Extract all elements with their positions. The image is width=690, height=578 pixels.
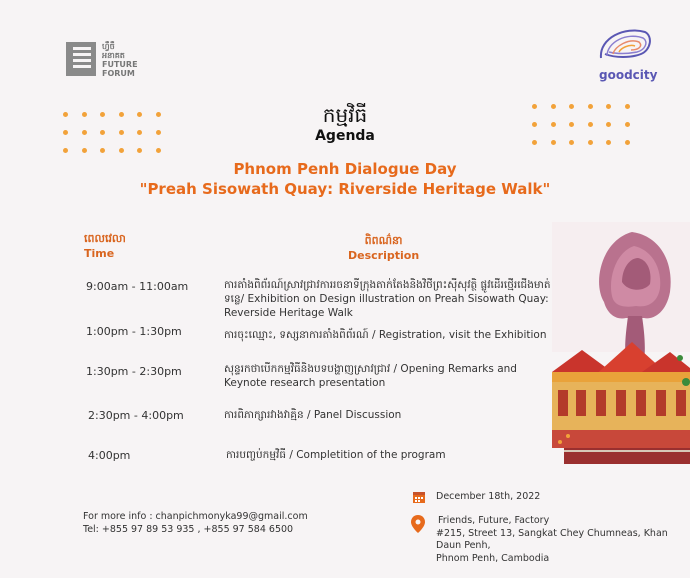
goodcity-logo [595, 24, 658, 82]
venue-address: Daun Penh, [436, 540, 491, 551]
calendar-icon [412, 489, 426, 508]
description-column-header [348, 233, 419, 263]
schedule-time: 2:30pm - 4:00pm [88, 409, 184, 422]
location-pin-icon [411, 515, 425, 537]
schedule-time: 1:00pm - 1:30pm [86, 325, 182, 338]
page-title: Agenda [315, 128, 375, 144]
time-header-label: Time [84, 247, 115, 260]
future-forum-mark-icon [66, 42, 96, 76]
schedule-time: 1:30pm - 2:30pm [86, 365, 182, 378]
contact-email: For more info : chanpichmonyka99@gmail.com [83, 511, 308, 522]
event-subtitle: "Preah Sisowath Quay: Riverside Heritage Walk" [139, 180, 551, 198]
contact-phone: Tel: +855 97 89 53 935 , +855 97 584 6500 [83, 523, 294, 535]
contact-info [83, 511, 308, 536]
event-location [436, 515, 686, 565]
future-forum-logo-text: ហ្វឺចឺ អនាគត FUTURE FORUM [102, 42, 138, 78]
schedule-description: សុន្ទរកថាបើកកម្មវិធីនិងបទបង្ហាញស្រាវជ្រាវ / Opening Remarks and Keynote research presentation [224, 363, 517, 389]
schedule-description: ការពិភាក្សារវាងវាគ្មិន / Panel Discussion [224, 409, 402, 421]
time-column-header [84, 231, 126, 261]
event-date: December 18th, 2022 [436, 491, 541, 502]
venue-address: Phnom Penh, Cambodia [436, 552, 550, 564]
naga-statue-photo [552, 222, 690, 466]
schedule-time: 9:00am - 11:00am [86, 280, 189, 293]
future-forum-logo [66, 42, 156, 80]
time-header-khmer: ពេលវេលា [84, 232, 126, 245]
description-header-khmer: ពិពណ៌នា [364, 234, 403, 247]
schedule-description: ការចុះឈ្មោះ, ទស្សនាការតាំងពិព័រណ៍ / Registration, visit the Exhibition [224, 329, 547, 341]
venue-name: Friends, Future, Factory [438, 515, 550, 526]
description-header-label: Description [348, 249, 420, 262]
schedule-description: ការបញ្ចប់កម្មវិធី / Completition of the program [226, 449, 446, 461]
goodcity-logo-text: goodcity [599, 68, 658, 82]
venue-address: #215, Street 13, Sangkat Chey Chumneas, Khan [436, 527, 668, 539]
goodcity-swirl-icon [595, 24, 655, 68]
event-name: Phnom Penh Dialogue Day [233, 160, 457, 178]
schedule-time: 4:00pm [88, 449, 131, 462]
schedule-description: ការតាំងពិព័រណ៍ស្រាវជ្រាវការរចនាទីក្រុងតាក់តែងនិងវិថីព្រះស៊ីសុវត្ថិ ផ្លូវដើរថ្មើរជើងមាត់ទន្លេ/ Exhibition on Design illustration on Preah Sisowath Quay: Reverside Heritage Walk [224, 279, 551, 319]
title-khmer: កម្មវិធី [322, 103, 368, 127]
